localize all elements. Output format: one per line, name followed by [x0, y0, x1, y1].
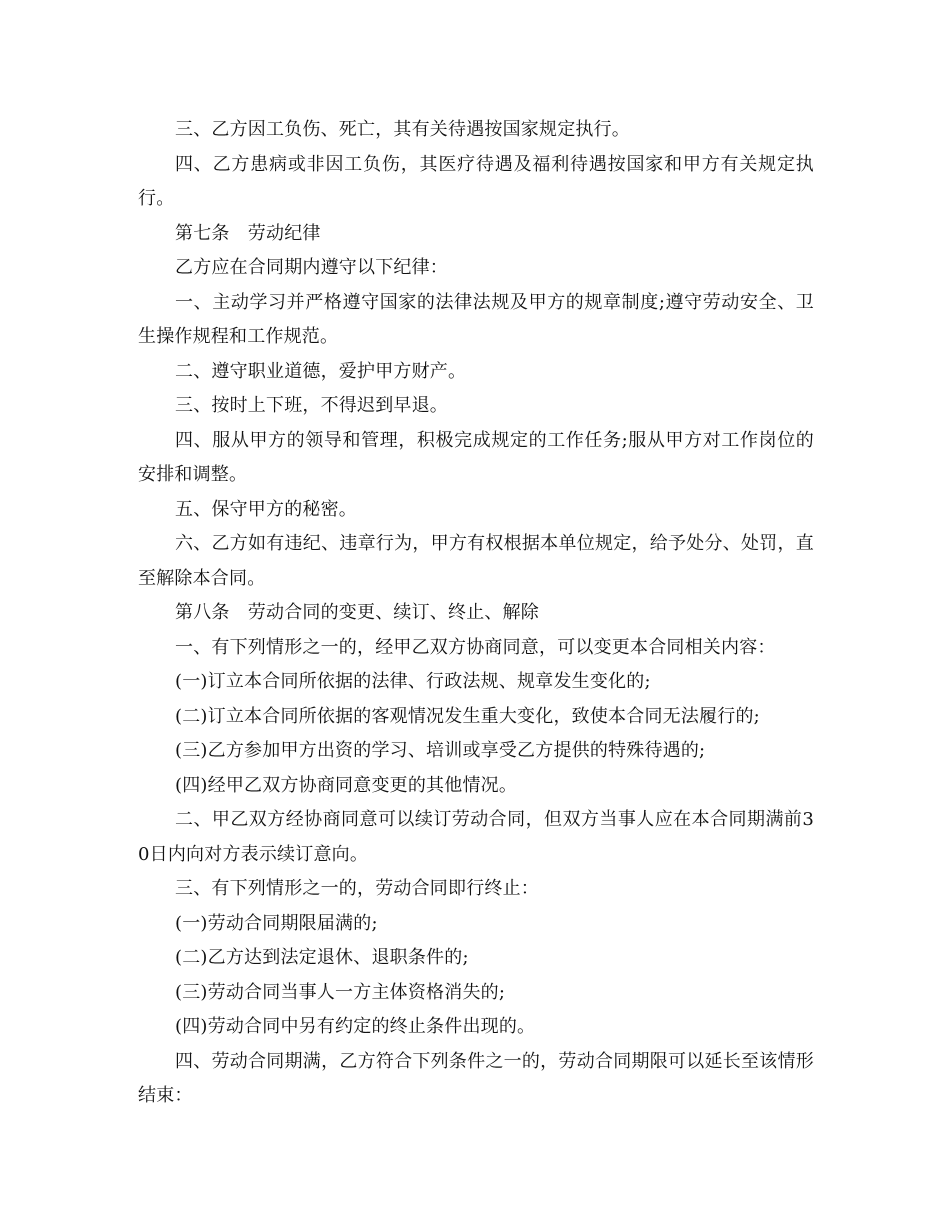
termination-condition-4: (四)劳动合同中另有约定的终止条件出现的。	[175, 1016, 536, 1037]
paragraph-injury-death: 三、乙方因工负伤、死亡，其有关待遇按国家规定执行。	[175, 119, 630, 140]
discipline-item-4: 四、服从甲方的领导和管理，积极完成规定的工作任务;服从甲方对工作岗位的安排和调整。	[138, 429, 814, 485]
termination-intro: 三、有下列情形之一的，劳动合同即行终止：	[175, 878, 539, 899]
change-condition-3: (三)乙方参加甲方出资的学习、培训或享受乙方提供的特殊待遇的;	[175, 740, 706, 761]
extension-paragraph: 四、劳动合同期满，乙方符合下列条件之一的，劳动合同期限可以延长至该情形结束：	[138, 1050, 814, 1106]
discipline-item-6: 六、乙方如有违纪、违章行为，甲方有权根据本单位规定，给予处分、处罚，直至解除本合同。	[138, 533, 814, 589]
discipline-item-3: 三、按时上下班，不得迟到早退。	[175, 395, 448, 416]
termination-condition-2: (二)乙方达到法定退休、退职条件的;	[175, 947, 469, 968]
document-body	[138, 113, 814, 1114]
termination-condition-3: (三)劳动合同当事人一方主体资格消失的;	[175, 981, 506, 1003]
change-condition-4: (四)经甲乙双方协商同意变更的其他情况。	[175, 774, 518, 796]
article-8-heading: 第八条 劳动合同的变更、续订、终止、解除	[175, 602, 539, 623]
discipline-item-1: 一、主动学习并严格遵守国家的法律法规及甲方的规章制度;遵守劳动安全、卫生操作规程和工作规范。	[138, 291, 814, 347]
change-condition-1: (一)订立本合同所依据的法律、行政法规、规章发生变化的;	[175, 671, 651, 692]
renewal-paragraph: 二、甲乙双方经协商同意可以续订劳动合同，但双方当事人应在本合同期满前30日内向对方表示续订意向。	[138, 809, 814, 865]
paragraph-discipline-intro: 乙方应在合同期内遵守以下纪律：	[175, 257, 448, 278]
paragraph-illness-benefits: 四、乙方患病或非因工负伤，其医疗待遇及福利待遇按国家和甲方有关规定执行。	[138, 153, 814, 209]
change-conditions-intro: 一、有下列情形之一的，经甲乙双方协商同意，可以变更本合同相关内容：	[175, 636, 776, 658]
discipline-item-5: 五、保守甲方的秘密。	[175, 498, 357, 520]
discipline-item-2: 二、遵守职业道德，爱护甲方财产。	[175, 360, 467, 382]
termination-condition-1: (一)劳动合同期限届满的;	[175, 912, 378, 934]
article-7-heading: 第七条 劳动纪律	[175, 222, 321, 244]
change-condition-2: (二)订立本合同所依据的客观情况发生重大变化，致使本合同无法履行的;	[175, 705, 760, 727]
